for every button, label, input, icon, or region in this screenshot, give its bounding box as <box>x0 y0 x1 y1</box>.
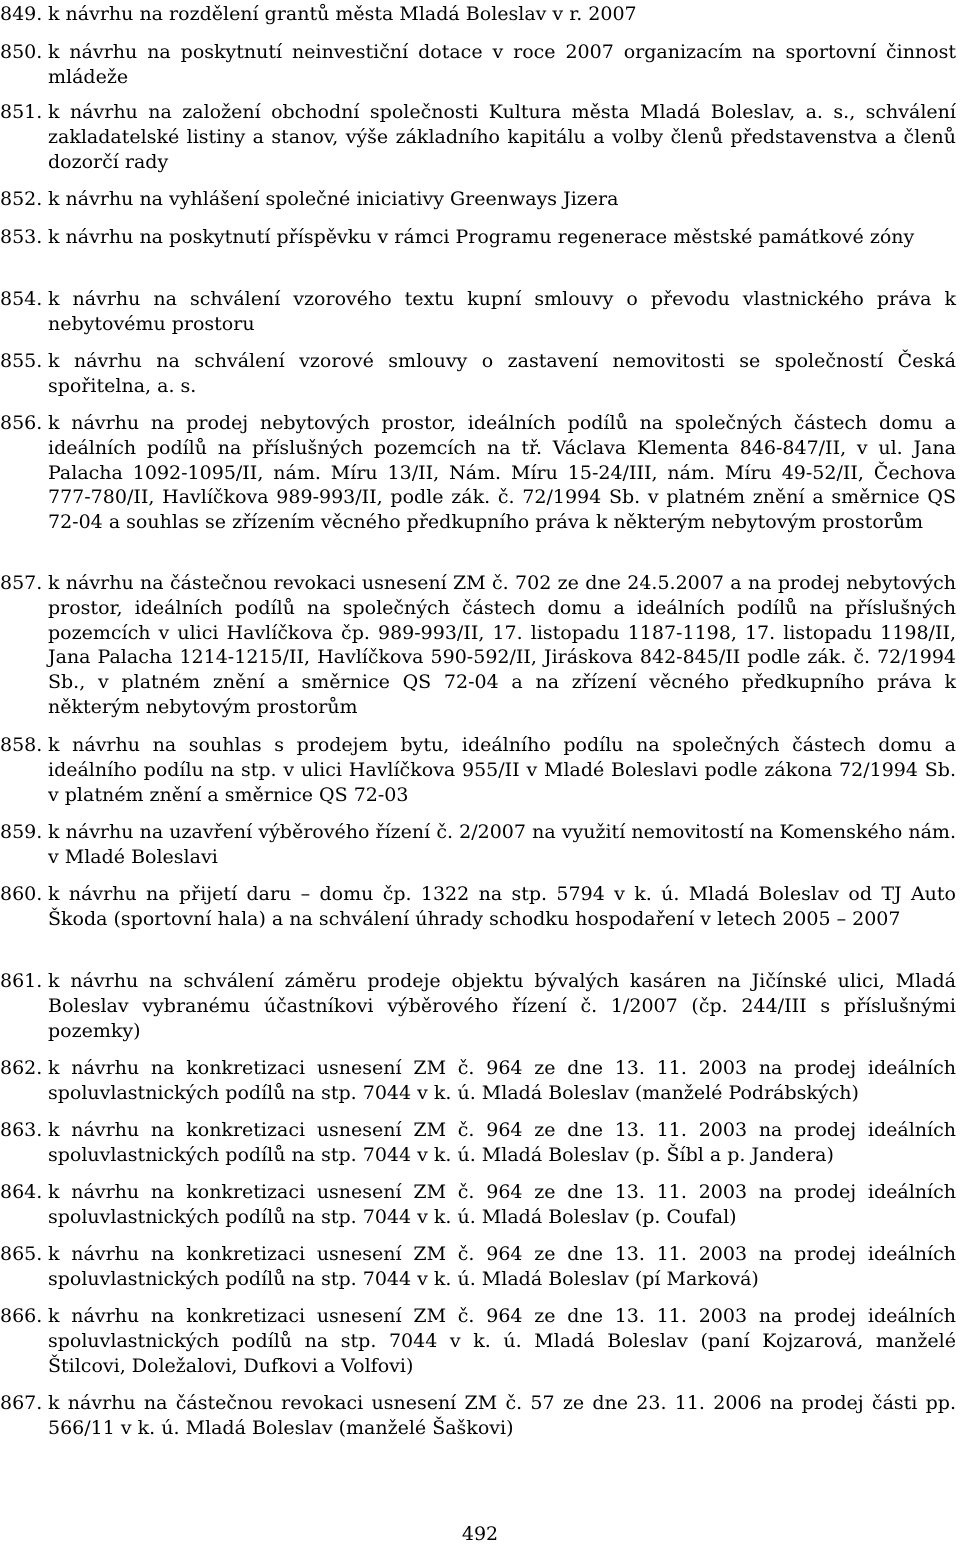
page-number: 492 <box>461 1523 499 1545</box>
item-number: 865. <box>0 1243 43 1265</box>
item-number: 864. <box>0 1181 43 1203</box>
item-number: 857. <box>0 572 43 594</box>
item-number: 866. <box>0 1305 43 1327</box>
item-number: 856. <box>0 412 43 434</box>
item-number: 858. <box>0 734 43 756</box>
item-text: k návrhu na poskytnutí neinvestiční dotace v roce 2007 organizacím na sportovní činnost mládeže <box>48 41 956 88</box>
item-text: k návrhu na založení obchodní společnosti Kultura města Mladá Boleslav, a. s., schválení zakladatelské listiny a stanov, výše základního kapitálu a volby členů představenstva a členů dozorčí rady <box>48 101 956 173</box>
item-number: 860. <box>0 883 43 905</box>
item-number: 859. <box>0 821 43 843</box>
item-text: k návrhu na konkretizaci usnesení ZM č. 964 ze dne 13. 11. 2003 na prodej ideálních spoluvlastnických podílů na stp. 7044 v k. ú. Mladá Boleslav (p. Coufal) <box>48 1181 956 1228</box>
item-text: k návrhu na poskytnutí příspěvku v rámci Programu regenerace městské památkové zóny <box>48 226 915 248</box>
item-number: 861. <box>0 970 43 992</box>
item-number: 851. <box>0 101 43 123</box>
item-number: 850. <box>0 41 43 63</box>
item-text: k návrhu na vyhlášení společné iniciativy Greenways Jizera <box>48 188 619 210</box>
item-text: k návrhu na souhlas s prodejem bytu, ideálního podílu na společných částech domu a ideálního podílu na stp. v ulici Havlíčkova 955/II v Mladé Boleslavi podle zákona 72/1994 Sb. v platném znění a směrnice QS 72-03 <box>48 734 956 806</box>
item-text: k návrhu na konkretizaci usnesení ZM č. 964 ze dne 13. 11. 2003 na prodej ideálních spoluvlastnických podílů na stp. 7044 v k. ú. Mladá Boleslav (pí Marková) <box>48 1243 956 1290</box>
item-text: k návrhu na schválení vzorové smlouvy o zastavení nemovitosti se společností Česká spořitelna, a. s. <box>48 350 956 397</box>
item-number: 862. <box>0 1057 43 1079</box>
item-number: 863. <box>0 1119 43 1141</box>
item-text: k návrhu na konkretizaci usnesení ZM č. 964 ze dne 13. 11. 2003 na prodej ideálních spoluvlastnických podílů na stp. 7044 v k. ú. Mladá Boleslav (p. Šíbl a p. Jandera) <box>48 1119 956 1166</box>
item-text: k návrhu na schválení vzorového textu kupní smlouvy o převodu vlastnického práva k nebytovému prostoru <box>48 288 956 335</box>
item-text: k návrhu na částečnou revokaci usnesení ZM č. 702 ze dne 24.5.2007 a na prodej nebytových prostor, ideálních podílů na společných částech domu a ideálních podílů na příslušných pozemcích v ulici Havlíčkova čp. 989-993/II, 17. listopadu 1187-1198, 17. listopadu 1198/II, Jana Palacha 1214-1215/II, Havlíčkova 590-592/II, Jiráskova 842-845/II podle zák. č. 72/1994 Sb., v platném znění a směrnice QS 72-04 a na zřízení věcného předkupního práva k některým nebytovým prostorům <box>48 572 956 718</box>
item-number: 849. <box>0 3 43 25</box>
item-text: k návrhu na konkretizaci usnesení ZM č. 964 ze dne 13. 11. 2003 na prodej ideálních spoluvlastnických podílů na stp. 7044 v k. ú. Mladá Boleslav (manželé Podrábských) <box>48 1057 956 1104</box>
item-text: k návrhu na schválení záměru prodeje objektu bývalých kasáren na Jičínské ulici, Mladá Boleslav vybranému účastníkovi výběrového řízení č. 1/2007 (čp. 244/III s příslušnými pozemky) <box>48 970 956 1042</box>
item-number: 855. <box>0 350 43 372</box>
item-number: 867. <box>0 1392 43 1414</box>
item-text: k návrhu na prodej nebytových prostor, ideálních podílů na společných částech domu a ideálních podílů na příslušných pozemcích na tř. Václava Klementa 846-847/II, v ul. Jana Palacha 1092-1095/II, nám. Míru 13/II, Nám. Míru 15-24/III, nám. Míru 49-52/II, Čechova 777-780/II, Havlíčkova 989-993/II, podle zák. č. 72/1994 Sb. v platném znění a směrnice QS 72-04 a souhlas se zřízením věcného předkupního práva k některým nebytovým prostorům <box>48 412 956 534</box>
item-text: k návrhu na částečnou revokaci usnesení ZM č. 57 ze dne 23. 11. 2006 na prodej části pp. 566/11 v k. ú. Mladá Boleslav (manželé Šaškovi) <box>48 1392 956 1439</box>
item-text: k návrhu na přijetí daru – domu čp. 1322 na stp. 5794 v k. ú. Mladá Boleslav od TJ Auto Škoda (sportovní hala) a na schválení úhrady schodku hospodaření v letech 2005 – 2007 <box>48 883 956 930</box>
item-text: k návrhu na konkretizaci usnesení ZM č. 964 ze dne 13. 11. 2003 na prodej ideálních spoluvlastnických podílů na stp. 7044 v k. ú. Mladá Boleslav (paní Kojzarová, manželé Štilcovi, Doležalovi, Dufkovi a Volfovi) <box>48 1305 956 1377</box>
item-number: 853. <box>0 226 43 248</box>
item-text: k návrhu na uzavření výběrového řízení č. 2/2007 na využití nemovitostí na Komenského nám. v Mladé Boleslavi <box>48 821 956 868</box>
item-text: k návrhu na rozdělení grantů města Mladá Boleslav v r. 2007 <box>48 3 637 25</box>
item-number: 852. <box>0 188 43 210</box>
item-number: 854. <box>0 288 43 310</box>
